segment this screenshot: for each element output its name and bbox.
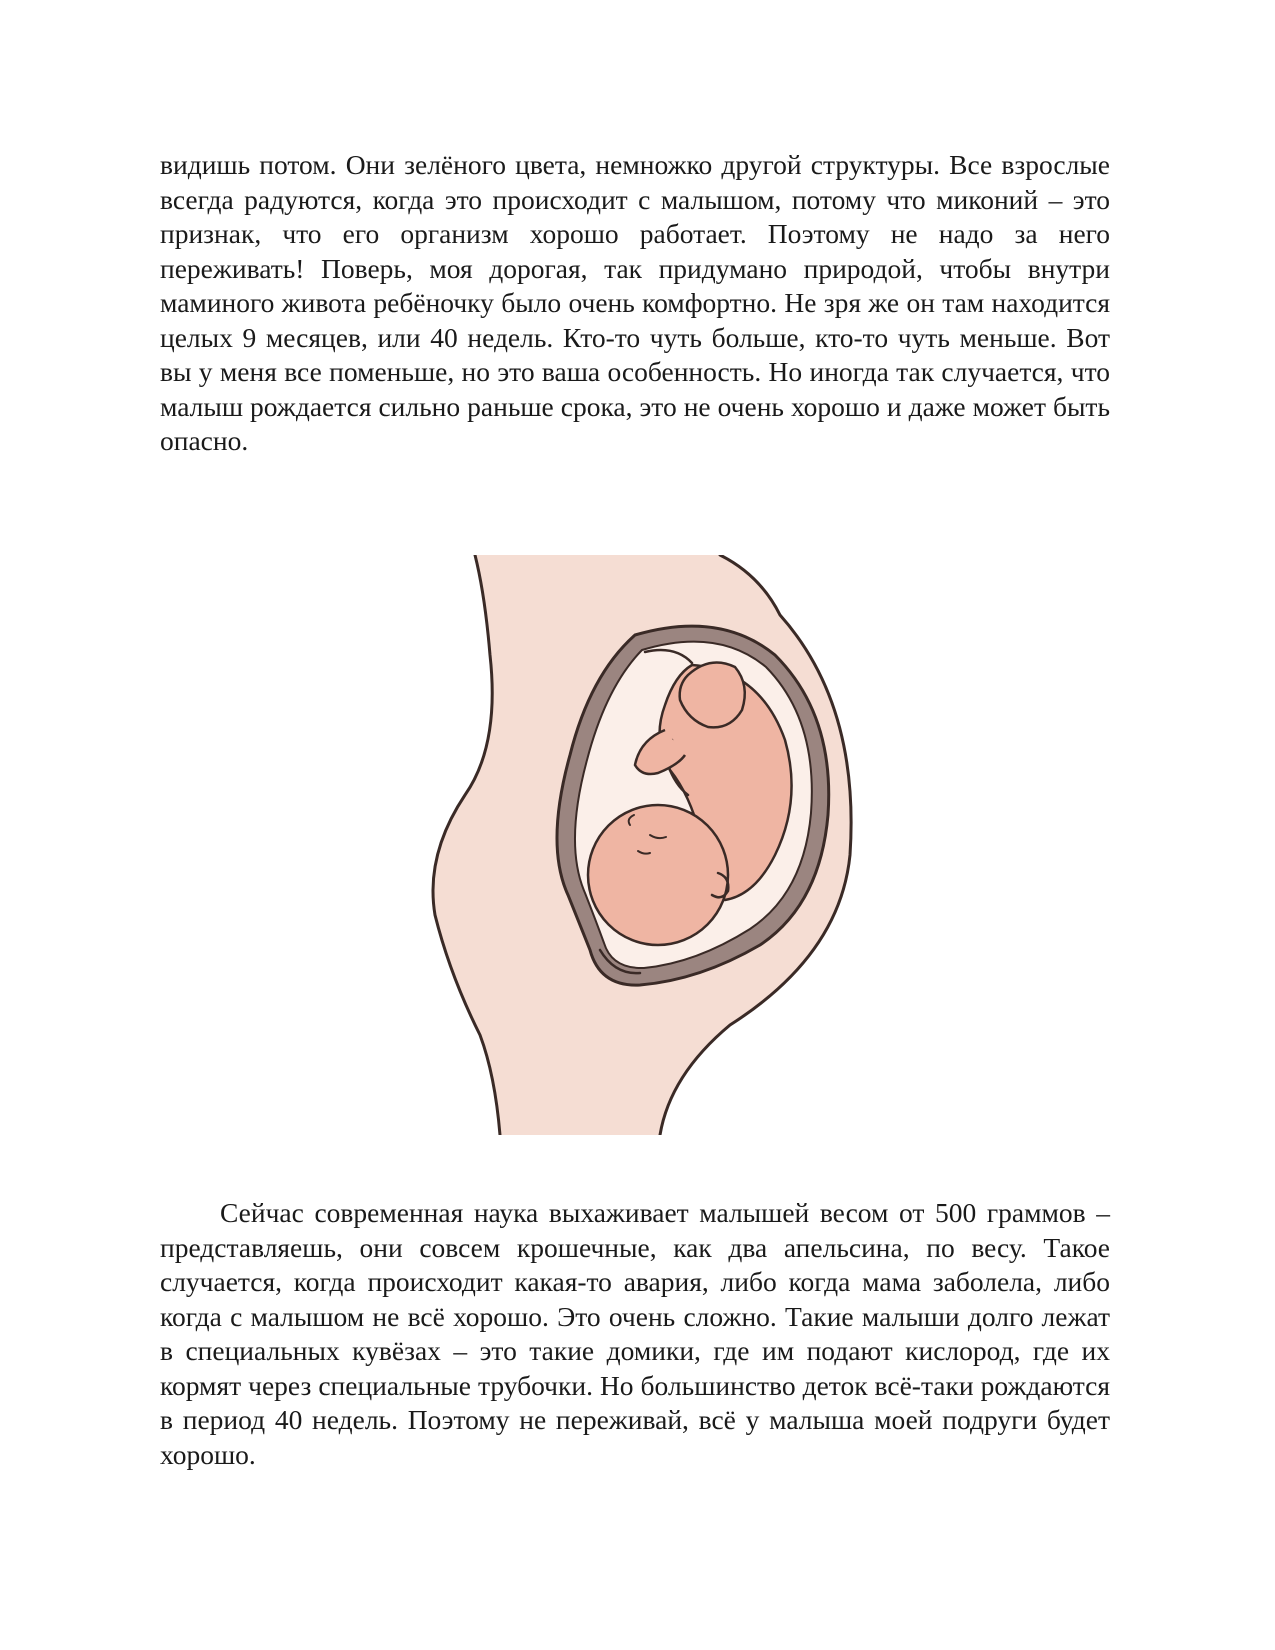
pregnancy-illustration (430, 555, 910, 1135)
pregnant-belly-fetus-icon (430, 555, 910, 1135)
paragraph-top: видишь потом. Они зелёного цвета, немножко другой структуры. Все взрослые всегда радуются, когда это происходит с малышом, потому что миконий – это признак, что его организм хорошо работает. Поэтому не надо за него переживать! Поверь, моя дорогая, так придумано природой, чтобы внутри маминого живота ребёночку было очень комфортно. Не зря же он там находится целых 9 месяцев, или 40 недель. Кто-то чуть больше, кто-то чуть меньше. Вот вы у меня все поменьше, но это ваша особенность. Но иногда так случается, что малыш рождается сильно раньше срока, это не очень хорошо и даже может быть опасно. (160, 149, 1110, 456)
paragraph-bottom: Сейчас современная наука выхаживает малышей весом от 500 граммов – представляешь, они совсем крошечные, как два апельсина, по весу. Такое случается, когда происходит какая-то авария, либо когда мама заболела, либо когда с малышом не всё хорошо. Это очень сложно. Такие малыши долго лежат в специальных кувёзах – это такие домики, где им подают кислород, где их кормят через специальные трубочки. Но большинство деток всё-таки рождаются в период 40 недель. Поэтому не переживай, всё у малыша моей подруги будет хорошо. (160, 1197, 1110, 1470)
fetus-head (588, 805, 728, 945)
